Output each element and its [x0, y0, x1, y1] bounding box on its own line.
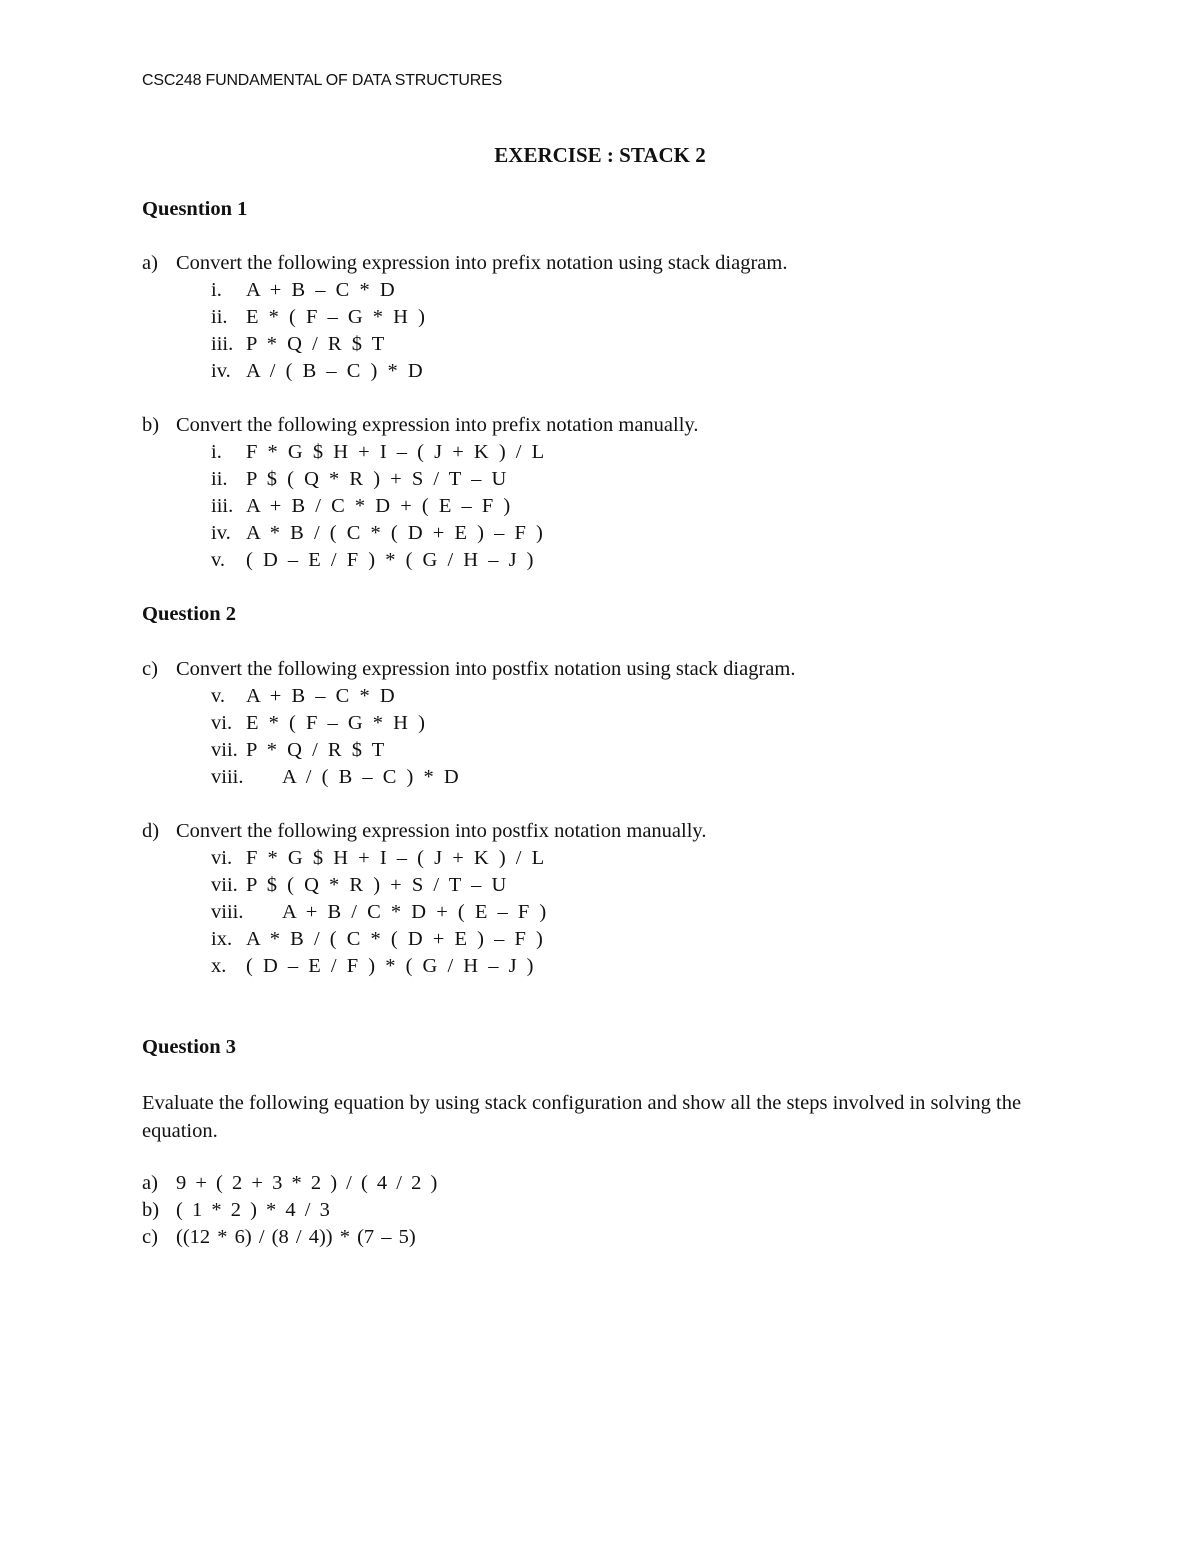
- equation-item: [142, 1226, 416, 1249]
- list-item: [211, 306, 427, 329]
- part-b: [142, 414, 698, 437]
- question-2-heading: Question 2: [142, 603, 236, 625]
- list-item: [211, 333, 386, 356]
- item-number: v.: [211, 685, 226, 707]
- question-3-text: Evaluate the following equation by using stack configuration and show all the steps involved in solving the equation.: [142, 1092, 1022, 1142]
- list-item: [211, 360, 425, 383]
- course-header: CSC248 FUNDAMENTAL OF DATA STRUCTURES: [142, 72, 503, 89]
- item-number: v.: [211, 549, 226, 571]
- list-item: [211, 955, 536, 978]
- exercise-title: EXERCISE : STACK 2: [494, 143, 706, 167]
- item-expression: F * G $ H + I – ( J + K ) / L: [246, 441, 546, 463]
- list-item: [211, 739, 386, 762]
- list-item: [211, 874, 508, 897]
- item-expression: ( D – E / F ) * ( G / H – J ): [246, 549, 536, 571]
- part-c-label: c): [142, 658, 158, 680]
- list-item: [211, 279, 397, 302]
- item-number: iii.: [211, 333, 234, 355]
- item-number: iv.: [211, 360, 231, 382]
- part-d: [142, 820, 706, 843]
- item-number: iii.: [211, 495, 234, 517]
- list-item: [211, 441, 546, 464]
- item-expression: F * G $ H + I – ( J + K ) / L: [246, 847, 546, 869]
- item-expression: A + B – C * D: [246, 279, 397, 301]
- list-item: [211, 928, 545, 951]
- item-number: vi.: [211, 847, 233, 869]
- question-1-heading: Quesntion 1: [142, 198, 248, 220]
- item-expression: P $ ( Q * R ) + S / T – U: [246, 874, 508, 896]
- part-c-text: Convert the following expression into postfix notation using stack diagram.: [176, 658, 796, 680]
- equation-expression: ((12 * 6) / (8 / 4)) * (7 – 5): [176, 1226, 416, 1248]
- item-number: ix.: [211, 928, 233, 950]
- item-expression: P * Q / R $ T: [246, 333, 386, 355]
- item-expression: A + B / C * D + ( E – F ): [282, 901, 548, 923]
- item-number: viii.: [211, 766, 244, 788]
- item-number: ii.: [211, 306, 228, 328]
- item-number: iv.: [211, 522, 231, 544]
- item-expression: P $ ( Q * R ) + S / T – U: [246, 468, 508, 490]
- question-3-heading: Question 3: [142, 1036, 236, 1058]
- list-item: [211, 766, 461, 789]
- list-item: [211, 712, 427, 735]
- list-item: [211, 549, 536, 572]
- part-d-text: Convert the following expression into postfix notation manually.: [176, 820, 707, 842]
- equation-label: b): [142, 1199, 160, 1221]
- item-expression: ( D – E / F ) * ( G / H – J ): [246, 955, 536, 977]
- list-item: [211, 522, 545, 545]
- part-a-label: a): [142, 252, 158, 274]
- item-expression: E * ( F – G * H ): [246, 306, 427, 328]
- item-number: i.: [211, 279, 222, 301]
- part-a-text: Convert the following expression into prefix notation using stack diagram.: [176, 252, 788, 274]
- part-a: [142, 252, 787, 275]
- part-c: [142, 658, 795, 681]
- list-item: [211, 847, 546, 870]
- equation-label: a): [142, 1172, 158, 1194]
- item-expression: A + B – C * D: [246, 685, 397, 707]
- list-item: [211, 901, 548, 924]
- item-number: vii.: [211, 739, 238, 761]
- item-number: x.: [211, 955, 227, 977]
- item-expression: A / ( B – C ) * D: [246, 360, 425, 382]
- equation-item: [142, 1172, 438, 1195]
- list-item: [211, 468, 508, 491]
- part-d-label: d): [142, 820, 160, 842]
- equation-label: c): [142, 1226, 158, 1248]
- item-expression: A * B / ( C * ( D + E ) – F ): [246, 522, 545, 544]
- equation-item: [142, 1199, 331, 1222]
- item-number: i.: [211, 441, 222, 463]
- item-number: viii.: [211, 901, 244, 923]
- item-number: vi.: [211, 712, 233, 734]
- item-expression: E * ( F – G * H ): [246, 712, 427, 734]
- equation-expression: ( 1 * 2 ) * 4 / 3: [176, 1199, 331, 1221]
- item-expression: A * B / ( C * ( D + E ) – F ): [246, 928, 545, 950]
- part-b-text: Convert the following expression into prefix notation manually.: [176, 414, 699, 436]
- equation-expression: 9 + ( 2 + 3 * 2 ) / ( 4 / 2 ): [176, 1172, 439, 1194]
- list-item: [211, 685, 397, 708]
- list-item: [211, 495, 512, 518]
- part-b-label: b): [142, 414, 160, 436]
- item-expression: A / ( B – C ) * D: [282, 766, 461, 788]
- item-expression: A + B / C * D + ( E – F ): [246, 495, 512, 517]
- item-expression: P * Q / R $ T: [246, 739, 386, 761]
- item-number: ii.: [211, 468, 228, 490]
- item-number: vii.: [211, 874, 238, 896]
